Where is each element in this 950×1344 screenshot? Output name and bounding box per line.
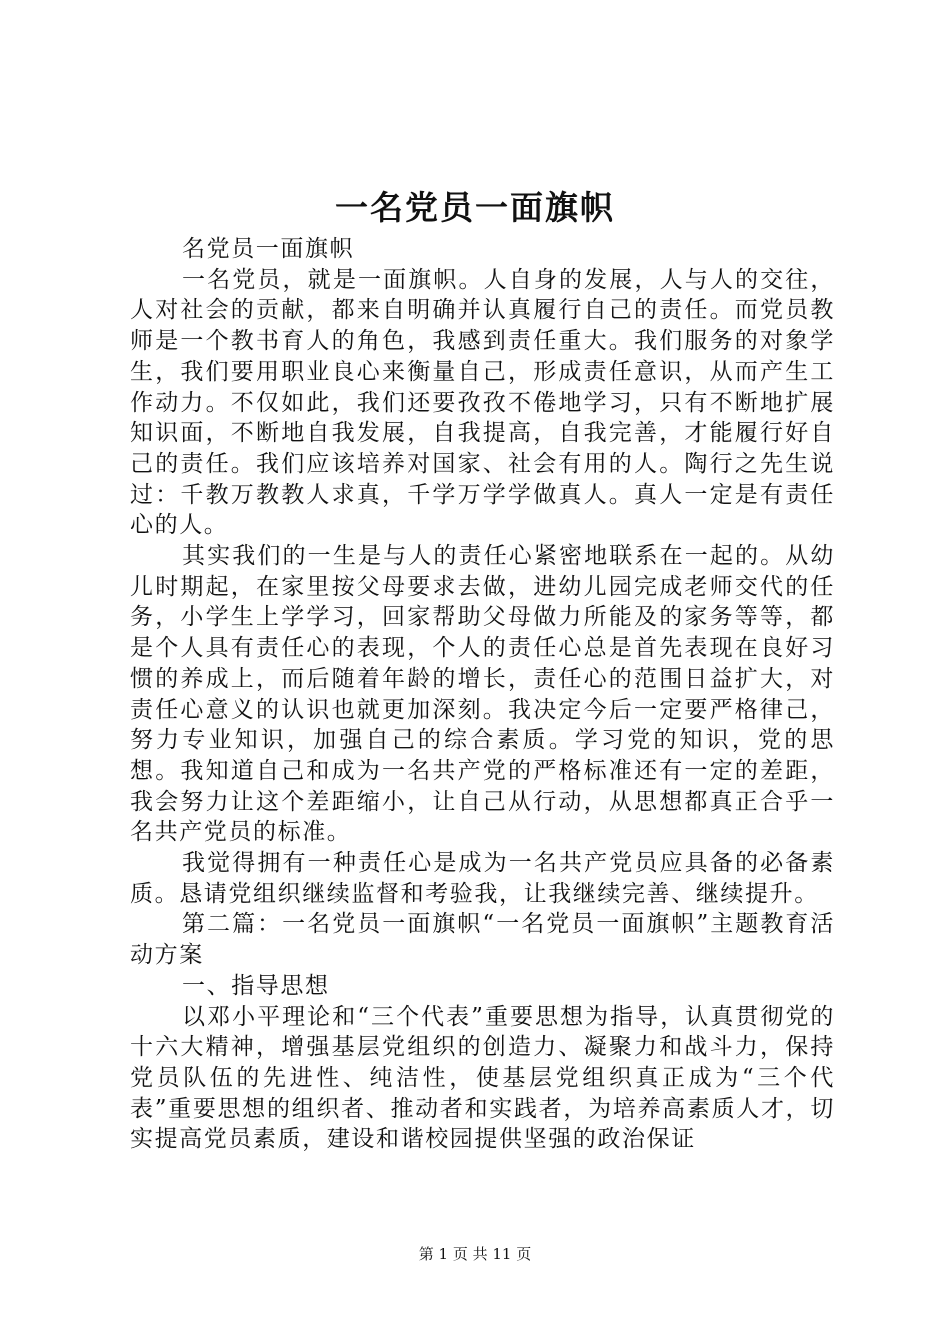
paragraph: 一名党员，就是一面旗帜。人自身的发展，人与人的交往，人对社会的贡献，都来自明确并认真履行自己的责任。而党员教师是一个教书育人的角色，我感到责任重大。我们服务的对象学生，我们要用职业良心来衡量自己，形成责任意识，从而产生工作动力。不仅如此，我们还要孜孜不倦地学习，只有不断地扩展知识面，不断地自我发展，自我提高，自我完善，才能履行好自己的责任。我们应该培养对国家、社会有用的人。陶行之先生说过：千教万教教人求真，千学万学学做真人。真人一定是有责任心的人。 <box>130 266 835 539</box>
document-title: 一名党员一面旗帜 <box>335 188 615 227</box>
paragraph: 以邓小平理论和“三个代表”重要思想为指导，认真贯彻党的十六大精神，增强基层党组织的创造力、凝聚力和战斗力，保持党员队伍的先进性、纯洁性，使基层党组织真正成为“三个代表”重要思想的组织者、推动者和实践者，为培养高素质人才，切实提高党员素质，建设和谐校园提供坚强的政治保证 <box>130 1003 835 1153</box>
page-footer: 第 1 页 共 11 页 <box>418 1245 532 1263</box>
paragraph: 一、指导思想 <box>182 972 330 999</box>
paragraph: 第二篇：一名党员一面旗帜“一名党员一面旗帜”主题教育活动方案 <box>130 911 835 969</box>
paragraph: 我觉得拥有一种责任心是成为一名共产党员应具备的必备素质。恳请党组织继续监督和考验我，让我继续完善、继续提升。 <box>130 850 835 907</box>
paragraph: 其实我们的一生是与人的责任心紧密地联系在一起的。从幼儿时期起，在家里按父母要求去做，进幼儿园完成老师交代的任务，小学生上学学习，回家帮助父母做力所能及的家务等等，都是个人具有责任心的表现，个人的责任心总是首先表现在良好习惯的养成上，而后随着年龄的增长，责任心的范围日益扩大，对责任心意义的认识也就更加深刻。我决定今后一定要严格律己，努力专业知识，加强自己的综合素质。学习党的知识，党的思想。我知道自己和成为一名共产党的严格标准还有一定的差距，我会努力让这个差距缩小，让自己从行动，从思想都真正合乎一名共产党员的标准。 <box>130 543 835 846</box>
document-body <box>130 234 835 1155</box>
paragraph: 名党员一面旗帜 <box>182 236 355 262</box>
